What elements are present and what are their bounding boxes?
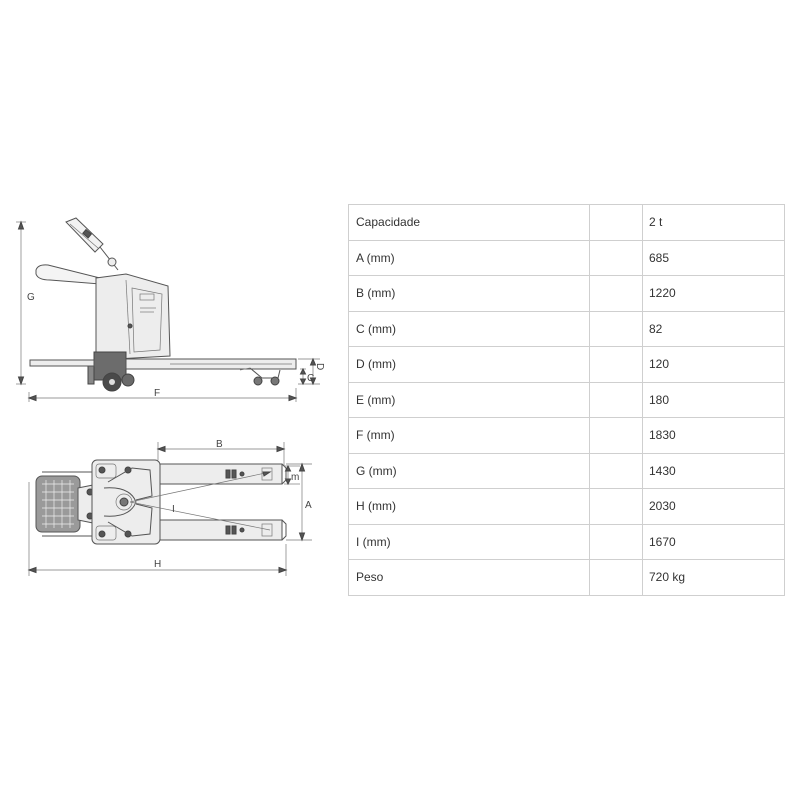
spec-value: 1670 — [643, 524, 785, 560]
spec-label: G (mm) — [349, 453, 590, 489]
table-row — [349, 382, 785, 418]
dim-label-b: B — [216, 439, 223, 450]
spec-label: A (mm) — [349, 240, 590, 276]
table-row — [349, 453, 785, 489]
table-row — [349, 560, 785, 596]
spec-spacer — [590, 240, 643, 276]
spec-label: Capacidade — [349, 205, 590, 241]
dim-label-m: m — [291, 472, 300, 483]
spec-spacer — [590, 560, 643, 596]
table-row — [349, 524, 785, 560]
table-row — [349, 311, 785, 347]
spec-spacer — [590, 489, 643, 525]
spec-label: F (mm) — [349, 418, 590, 454]
spec-label: D (mm) — [349, 347, 590, 383]
table-row — [349, 205, 785, 241]
spec-value: 82 — [643, 311, 785, 347]
dim-label-c: C — [307, 373, 315, 384]
spec-spacer — [590, 276, 643, 312]
spec-table — [348, 204, 785, 596]
spec-label: C (mm) — [349, 311, 590, 347]
spec-value: 685 — [643, 240, 785, 276]
dim-label-a: A — [305, 500, 312, 511]
spec-spacer — [590, 382, 643, 418]
spec-spacer — [590, 453, 643, 489]
table-row — [349, 240, 785, 276]
table-row — [349, 418, 785, 454]
spec-spacer — [590, 418, 643, 454]
spec-value: 120 — [643, 347, 785, 383]
spec-value: 1830 — [643, 418, 785, 454]
dim-label-g: G — [27, 292, 35, 303]
spec-spacer — [590, 205, 643, 241]
table-row — [349, 276, 785, 312]
dim-label-h: H — [154, 559, 162, 570]
pallet-truck-diagram — [0, 0, 340, 800]
spec-value: 180 — [643, 382, 785, 418]
spec-label: B (mm) — [349, 276, 590, 312]
spec-label: H (mm) — [349, 489, 590, 525]
spec-table-body — [349, 205, 785, 596]
spec-label: Peso — [349, 560, 590, 596]
spec-value: 1430 — [643, 453, 785, 489]
spec-label: I (mm) — [349, 524, 590, 560]
table-row — [349, 347, 785, 383]
dim-label-i: I — [172, 504, 175, 515]
spec-value: 2030 — [643, 489, 785, 525]
spec-spacer — [590, 311, 643, 347]
dim-label-d: D — [314, 363, 325, 371]
side-view — [16, 218, 325, 402]
dim-label-f: F — [154, 388, 161, 399]
spec-value: 1220 — [643, 276, 785, 312]
spec-value: 720 kg — [643, 560, 785, 596]
spec-value: 2 t — [643, 205, 785, 241]
spec-spacer — [590, 347, 643, 383]
table-row — [349, 489, 785, 525]
top-view — [29, 439, 312, 576]
spec-label: E (mm) — [349, 382, 590, 418]
spec-spacer — [590, 524, 643, 560]
